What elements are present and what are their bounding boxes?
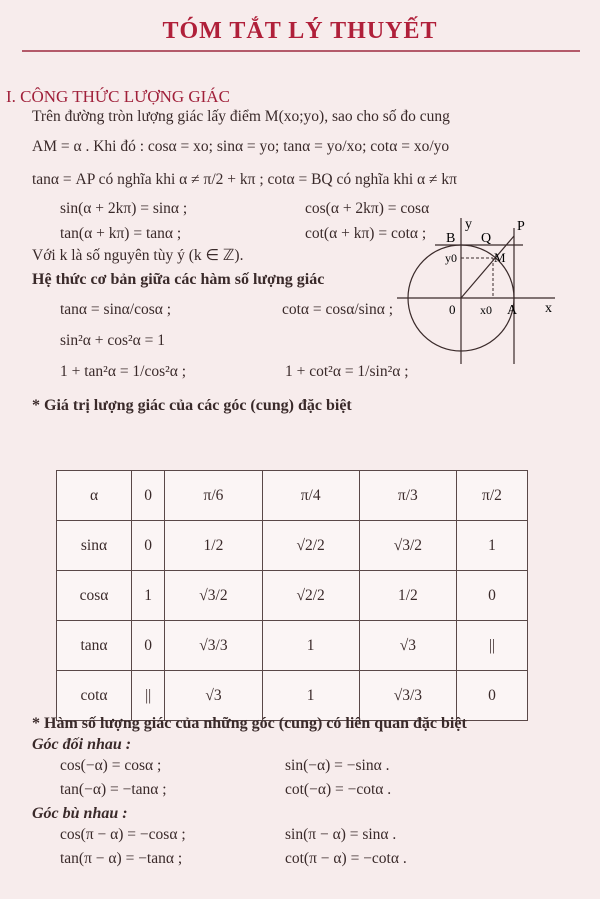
table-cell: √3/3 <box>359 671 456 721</box>
table-cell: 1 <box>262 621 359 671</box>
table-cell: 1/2 <box>165 521 262 571</box>
special-values-table <box>56 470 528 721</box>
opp-cot: cot(−α) = −cotα . <box>285 780 392 798</box>
label-y: y <box>465 217 472 232</box>
table-row-cos <box>57 571 528 621</box>
opposite-row-1 <box>60 756 600 776</box>
label-m: M <box>494 250 506 265</box>
k-note: Với k là số nguyên tùy ý (k ∈ ℤ). <box>32 247 244 265</box>
section-heading: I. CÔNG THỨC LƯỢNG GIÁC <box>6 87 230 106</box>
supp-heading: Góc bù nhau : <box>32 804 128 822</box>
label-x0: x0 <box>480 303 492 317</box>
label-y0: y0 <box>445 251 457 265</box>
opp-tan: tan(−α) = −tanα ; <box>60 780 167 798</box>
table-cell: cotα <box>57 671 132 721</box>
table-cell: || <box>132 671 165 721</box>
label-origin: 0 <box>449 302 456 317</box>
table-cell: 1 <box>132 571 165 621</box>
page-title: TÓM TẮT LÝ THUYẾT <box>162 18 438 44</box>
table-cell: 0 <box>456 671 527 721</box>
table-cell: 1 <box>456 521 527 571</box>
period-cot: cot(α + kπ) = cotα ; <box>305 224 427 242</box>
table-cell: || <box>456 621 527 671</box>
table-cell: 0 <box>132 521 165 571</box>
supp-row-2 <box>60 849 600 869</box>
table-cell: cosα <box>57 571 132 621</box>
table-cell: π/4 <box>262 471 359 521</box>
table-cell: 0 <box>456 571 527 621</box>
table-cell: 0 <box>132 471 165 521</box>
table-cell: 1 <box>262 671 359 721</box>
period-cos: cos(α + 2kπ) = cosα <box>305 200 430 218</box>
table-cell: 1/2 <box>359 571 456 621</box>
supp-cos: cos(π − α) = −cosα ; <box>60 825 186 843</box>
table-row-cot <box>57 671 528 721</box>
table-cell: π/2 <box>456 471 527 521</box>
tan-definition: tanα = sinα/cosα ; <box>60 300 172 318</box>
supp-sin: sin(π − α) = sinα . <box>285 825 397 843</box>
table-header-row <box>57 471 528 521</box>
table-cell: √3/2 <box>165 571 262 621</box>
tan-square-identity: 1 + tan²α = 1/cos²α ; <box>60 363 187 381</box>
table-cell: π/3 <box>359 471 456 521</box>
line-tan-condition: tanα = AP có nghĩa khi α ≠ π/2 + kπ ; cotα = BQ có nghĩa khi α ≠ kπ <box>32 171 457 188</box>
unit-circle-diagram <box>395 216 575 366</box>
related-heading: * Hàm số lượng giác của những góc (cung) có liên quan đặc biệt <box>32 715 467 732</box>
label-x: x <box>545 301 552 316</box>
table-cell: sinα <box>57 521 132 571</box>
table-cell: tanα <box>57 621 132 671</box>
table-cell: √3/2 <box>359 521 456 571</box>
title-rule <box>22 50 580 52</box>
supp-row-1 <box>60 825 600 845</box>
table-cell: 0 <box>132 621 165 671</box>
opposite-row-2 <box>60 780 600 800</box>
table-cell: √3/3 <box>165 621 262 671</box>
table-cell: α <box>57 471 132 521</box>
label-a: A <box>507 303 518 318</box>
special-values-heading: * Giá trị lượng giác của các góc (cung) đặc biệt <box>32 396 352 414</box>
supp-tan: tan(π − α) = −tanα ; <box>60 849 183 867</box>
opp-sin: sin(−α) = −sinα . <box>285 756 390 774</box>
table-cell: √3 <box>359 621 456 671</box>
table-cell: π/6 <box>165 471 262 521</box>
related-section <box>0 714 600 869</box>
label-p: P <box>517 219 525 234</box>
basic-heading: Hệ thức cơ bản giữa các hàm số lượng giác <box>32 270 325 288</box>
label-b: B <box>446 231 456 246</box>
period-sin: sin(α + 2kπ) = sinα ; <box>60 200 188 218</box>
intro-text: Trên đường tròn lượng giác lấy điểm M(xo;yo), sao cho số đo cung <box>32 108 450 126</box>
pythagorean-text: sin²α + cos²α = 1 <box>60 331 166 349</box>
opposite-heading: Góc đối nhau : <box>32 735 132 753</box>
cot-definition: cotα = cosα/sinα ; <box>282 300 394 318</box>
table-cell: √2/2 <box>262 571 359 621</box>
line-am: AM = α . Khi đó : cosα = xo; sinα = yo; tanα = yo/xo; cotα = xo/yo <box>32 137 450 155</box>
table-cell: √3 <box>165 671 262 721</box>
period-tan: tan(α + kπ) = tanα ; <box>60 224 182 242</box>
label-q: Q <box>481 231 492 246</box>
table-cell: √2/2 <box>262 521 359 571</box>
table-row-tan <box>57 621 528 671</box>
cot-square-identity: 1 + cot²α = 1/sin²α ; <box>285 363 409 381</box>
supp-cot: cot(π − α) = −cotα . <box>285 849 407 867</box>
opp-cos: cos(−α) = cosα ; <box>60 756 162 774</box>
table-row-sin <box>57 521 528 571</box>
